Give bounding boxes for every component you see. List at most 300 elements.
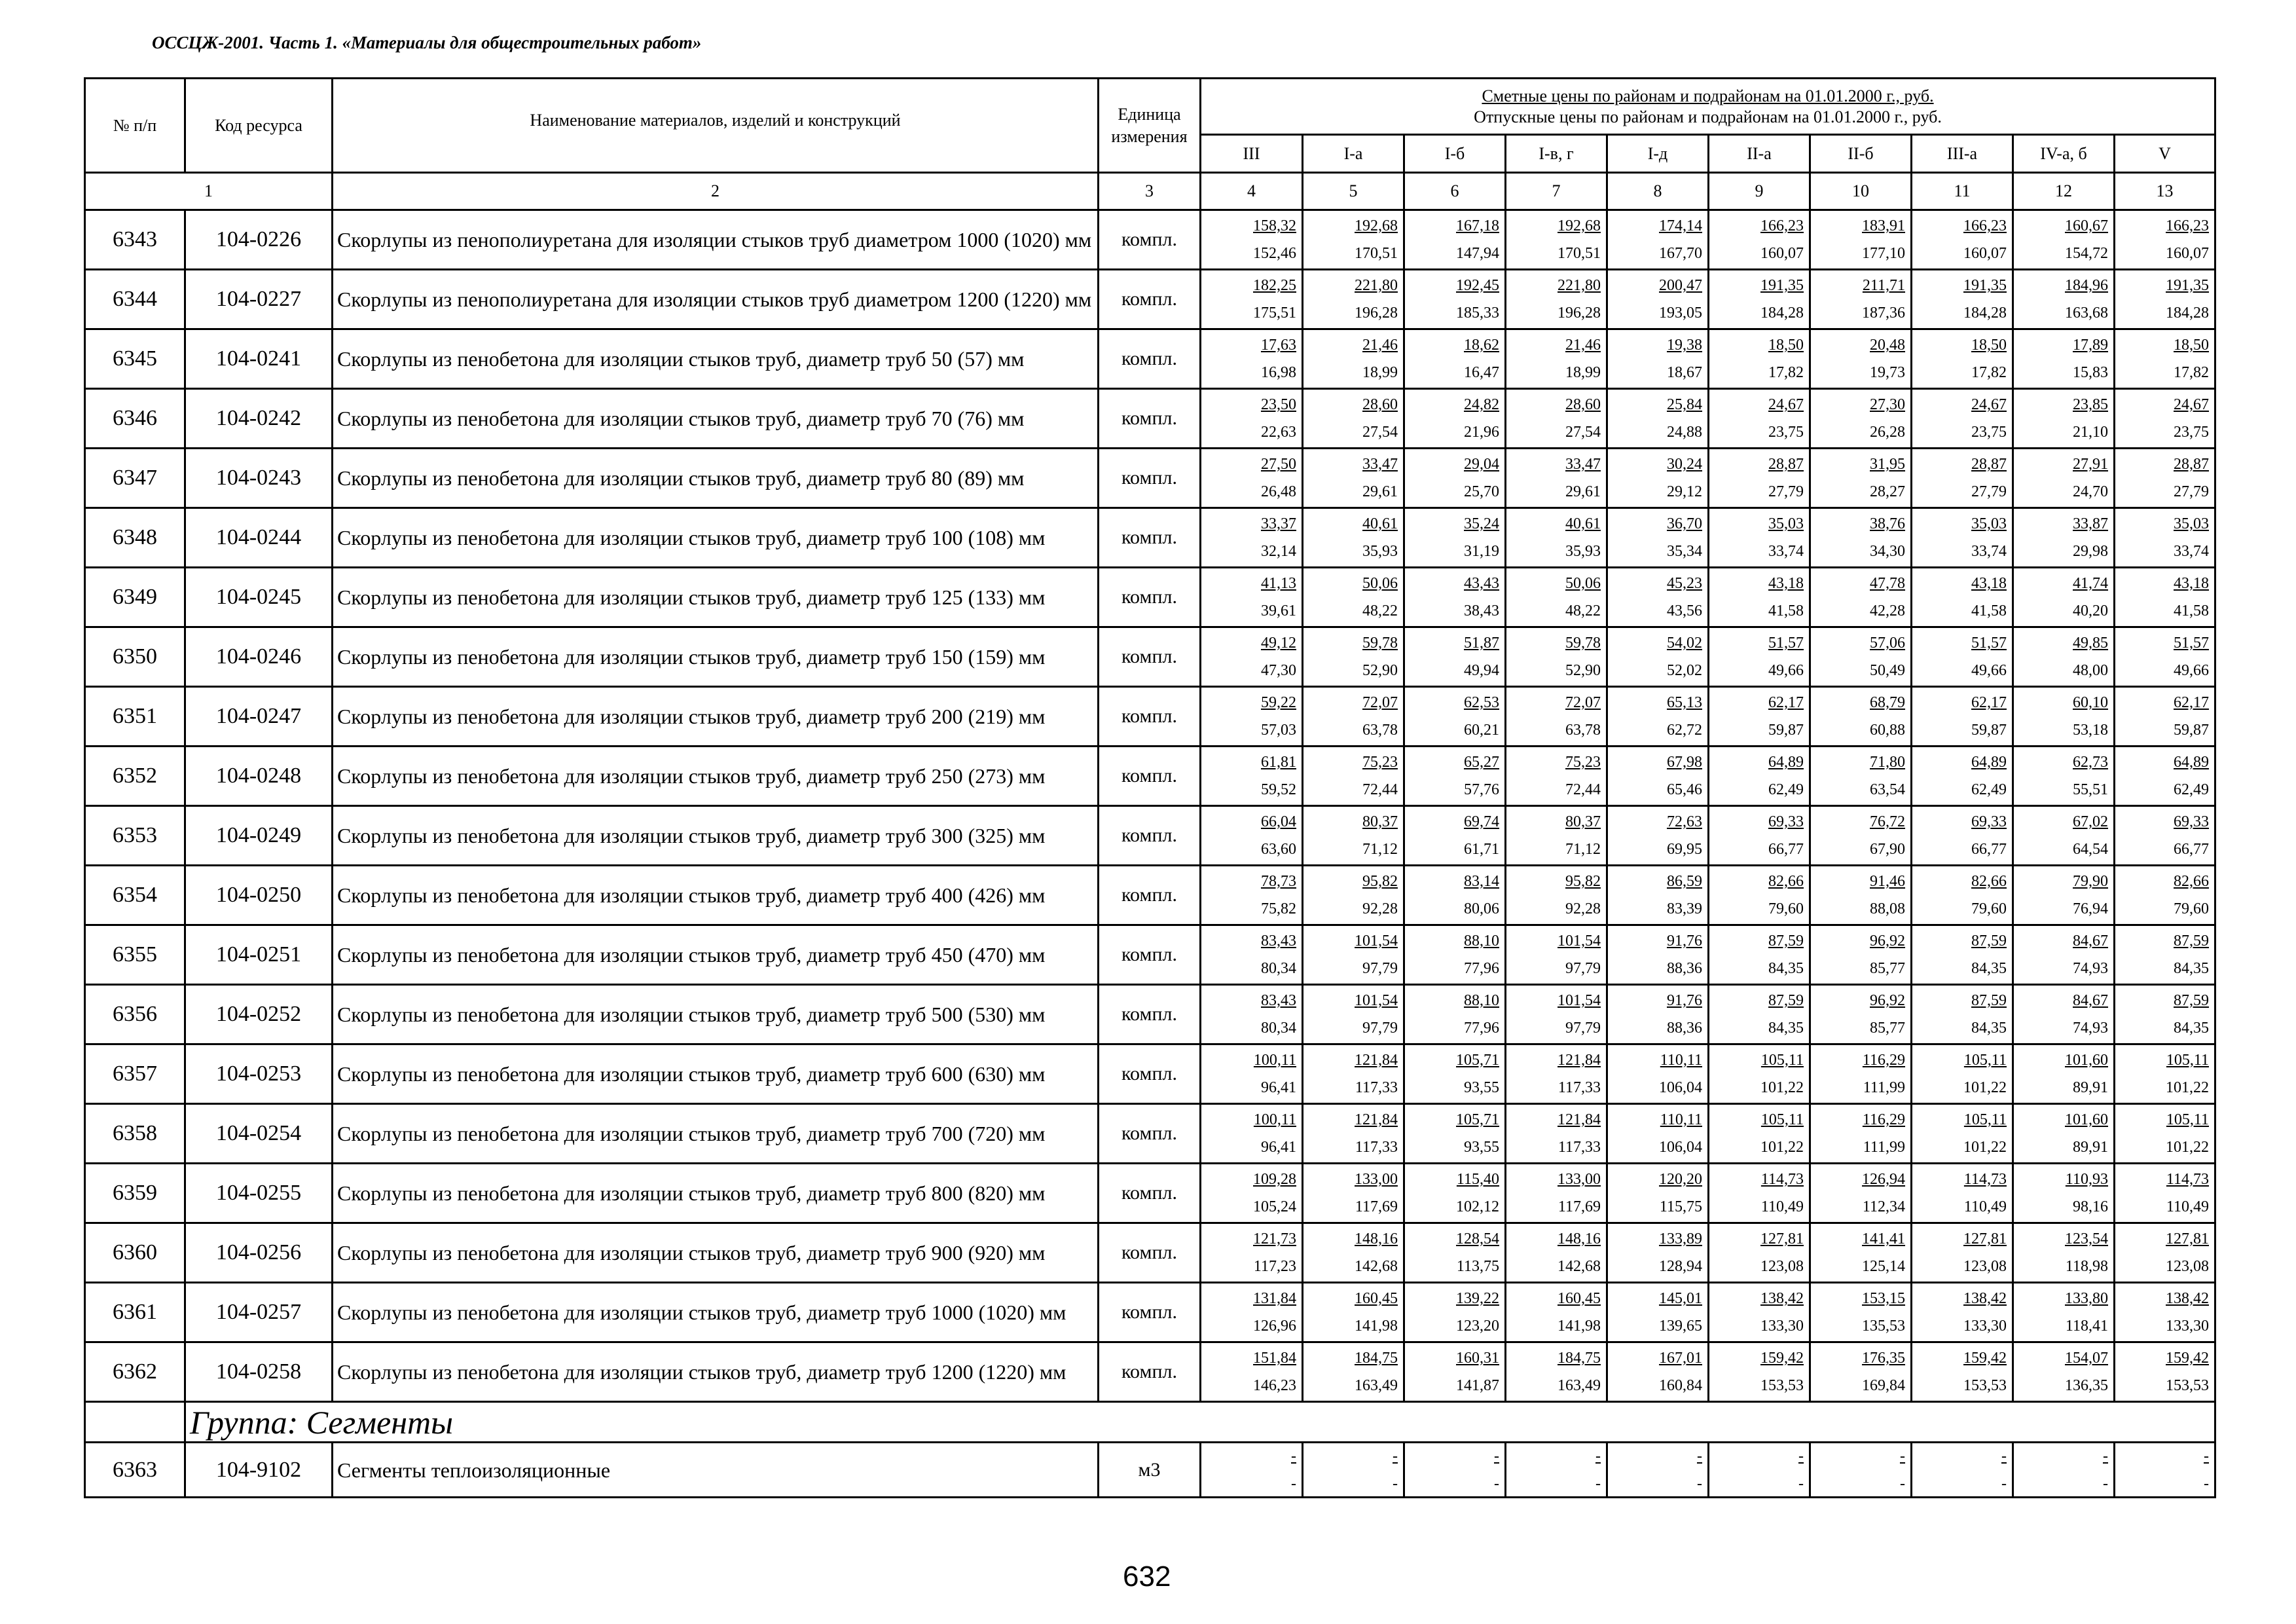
- release-price: 27,54: [1565, 424, 1601, 441]
- price-cell: [1201, 270, 1303, 329]
- release-price: 23,75: [1768, 424, 1804, 441]
- price-cell: [1810, 925, 1912, 985]
- row-number: 6348: [85, 508, 185, 568]
- release-price: 59,87: [1971, 722, 2007, 739]
- material-name: Скорлупы из пенобетона для изоляции стыков труб, диаметр труб 80 (89) мм: [333, 449, 1099, 508]
- price-cell: [1709, 1283, 1810, 1342]
- release-price: 85,77: [1870, 960, 1905, 977]
- price-cell: [1709, 568, 1810, 627]
- resource-code: 104-0245: [185, 568, 333, 627]
- price-cell: [1607, 508, 1709, 568]
- price-cell: [1201, 1283, 1303, 1342]
- release-price: 48,22: [1565, 602, 1601, 619]
- price-cell: [1303, 1283, 1404, 1342]
- estimate-price: 75,23: [1565, 754, 1601, 771]
- price-cell: [1303, 985, 1404, 1044]
- estimate-price: 166,23: [1760, 217, 1804, 234]
- resource-code: 104-9102: [185, 1443, 333, 1498]
- price-cell: [1607, 806, 1709, 866]
- row-number: 6362: [85, 1342, 185, 1402]
- price-cell: [1404, 1443, 1506, 1498]
- price-cell: [2115, 508, 2215, 568]
- estimate-price: 127,81: [1963, 1230, 2007, 1247]
- unit-cell: компл.: [1099, 687, 1201, 747]
- price-cell: [1303, 210, 1404, 270]
- price-cell: [2013, 1044, 2115, 1104]
- estimate-price: 59,78: [1565, 635, 1601, 652]
- estimate-price: 28,87: [1971, 456, 2007, 473]
- estimate-price: 31,95: [1870, 456, 1905, 473]
- column-number: 12: [2013, 173, 2115, 210]
- release-price: 65,46: [1667, 781, 1702, 798]
- unit-cell: компл.: [1099, 1223, 1201, 1283]
- release-price: -: [1798, 1475, 1804, 1492]
- table-row: [85, 985, 2215, 1044]
- release-price: 41,58: [2174, 602, 2210, 619]
- release-price: 34,30: [1870, 543, 1905, 560]
- price-cell: [1404, 1104, 1506, 1164]
- unit-cell: компл.: [1099, 1044, 1201, 1104]
- estimate-price: 69,33: [1971, 813, 2007, 830]
- price-cell: [1709, 389, 1810, 449]
- price-cell: [2115, 1223, 2215, 1283]
- release-price: 167,70: [1659, 245, 1702, 262]
- price-cell: [1404, 1223, 1506, 1283]
- price-cell: [1303, 806, 1404, 866]
- estimate-price: 105,11: [1963, 1052, 2007, 1069]
- release-price: 97,79: [1565, 960, 1601, 977]
- price-cell: [2013, 449, 2115, 508]
- estimate-price: 109,28: [1253, 1171, 1296, 1188]
- release-price: 47,30: [1261, 662, 1296, 679]
- estimate-price: 91,46: [1870, 873, 1905, 890]
- price-cell: [1303, 1223, 1404, 1283]
- release-price: 152,46: [1253, 245, 1296, 262]
- release-price: 133,30: [1760, 1318, 1804, 1335]
- price-cell: [1201, 1104, 1303, 1164]
- price-cell: [1506, 449, 1607, 508]
- price-cell: [1709, 747, 1810, 806]
- release-price: 128,94: [1659, 1258, 1702, 1275]
- estimate-price: 166,23: [2166, 217, 2210, 234]
- table-row: [85, 1044, 2215, 1104]
- release-price: 106,04: [1659, 1139, 1702, 1156]
- estimate-price: 123,54: [2065, 1230, 2108, 1247]
- estimate-price: 80,37: [1565, 813, 1601, 830]
- price-cell: [1303, 1044, 1404, 1104]
- column-number: 13: [2115, 173, 2215, 210]
- price-cell: [1912, 389, 2013, 449]
- column-number: 3: [1099, 173, 1201, 210]
- price-cell: [2115, 1443, 2215, 1498]
- resource-code: 104-0256: [185, 1223, 333, 1283]
- price-cell: [1404, 329, 1506, 389]
- estimate-price: 100,11: [1253, 1052, 1296, 1069]
- price-cell: [1201, 627, 1303, 687]
- price-cell: [1303, 747, 1404, 806]
- estimate-price: 21,46: [1565, 337, 1601, 354]
- estimate-price: 71,80: [1870, 754, 1905, 771]
- price-cell: [1506, 866, 1607, 925]
- table-row: [85, 210, 2215, 270]
- price-cell: [1810, 866, 1912, 925]
- estimate-price: 25,84: [1667, 396, 1702, 413]
- unit-cell: компл.: [1099, 1104, 1201, 1164]
- estimate-price: 88,10: [1464, 992, 1499, 1009]
- material-name: Скорлупы из пенобетона для изоляции стыков труб, диаметр труб 150 (159) мм: [333, 627, 1099, 687]
- row-number: 6349: [85, 568, 185, 627]
- price-cell: [2115, 1044, 2215, 1104]
- material-name: Скорлупы из пенобетона для изоляции стыков труб, диаметр труб 200 (219) мм: [333, 687, 1099, 747]
- release-price: 21,10: [2073, 424, 2108, 441]
- release-price: 193,05: [1659, 304, 1702, 322]
- release-price: 52,90: [1565, 662, 1601, 679]
- price-cell: [1506, 925, 1607, 985]
- release-price: 84,35: [1971, 960, 2007, 977]
- price-cell: [1810, 1104, 1912, 1164]
- price-cell: [2013, 568, 2115, 627]
- price-cell: [1709, 1223, 1810, 1283]
- price-cell: [1404, 866, 1506, 925]
- release-price: 69,95: [1667, 841, 1702, 858]
- release-price: 67,90: [1870, 841, 1905, 858]
- price-cell: [1404, 1044, 1506, 1104]
- estimate-price: 160,45: [1558, 1290, 1601, 1307]
- row-number: 6360: [85, 1223, 185, 1283]
- estimate-price: 138,42: [1963, 1290, 2007, 1307]
- estimate-price: 87,59: [1768, 992, 1804, 1009]
- table-row: [85, 925, 2215, 985]
- price-cell: [2013, 1104, 2115, 1164]
- group-row-no-cell: [85, 1402, 185, 1443]
- release-price: -: [2204, 1475, 2210, 1492]
- price-cell: [2115, 866, 2215, 925]
- release-price: 84,35: [1768, 960, 1804, 977]
- price-cell: [1506, 389, 1607, 449]
- release-price: 97,79: [1362, 1020, 1398, 1037]
- estimate-price: 61,81: [1261, 754, 1296, 771]
- price-cell: [1506, 329, 1607, 389]
- price-cell: [1810, 1342, 1912, 1402]
- estimate-price: 101,60: [2065, 1052, 2108, 1069]
- release-price: 16,98: [1261, 364, 1296, 381]
- release-price: 136,35: [2065, 1377, 2108, 1394]
- price-cell: [1709, 508, 1810, 568]
- column-number: 9: [1709, 173, 1810, 210]
- price-cell: [2013, 1223, 2115, 1283]
- estimate-price: 121,73: [1253, 1230, 1296, 1247]
- material-name: Скорлупы из пенобетона для изоляции стыков труб, диаметр труб 300 (325) мм: [333, 806, 1099, 866]
- table-row: [85, 747, 2215, 806]
- price-table: [84, 77, 2216, 1498]
- release-price: 29,98: [2073, 543, 2108, 560]
- table-row: [85, 1223, 2215, 1283]
- release-price: 163,49: [1355, 1377, 1398, 1394]
- table-row: [85, 329, 2215, 389]
- release-price: 29,61: [1565, 483, 1601, 500]
- release-price: 49,66: [1971, 662, 2007, 679]
- release-price: 110,49: [1963, 1198, 2007, 1215]
- release-price: 142,68: [1355, 1258, 1398, 1275]
- release-price: 17,82: [2174, 364, 2210, 381]
- price-cell: [1506, 1283, 1607, 1342]
- estimate-price: 64,89: [1971, 754, 2007, 771]
- estimate-price: 51,57: [1971, 635, 2007, 652]
- price-cell: [1607, 687, 1709, 747]
- estimate-price: 221,80: [1355, 277, 1398, 294]
- estimate-price: 67,98: [1667, 754, 1702, 771]
- release-price: 62,49: [1971, 781, 2007, 798]
- price-cell: [2013, 687, 2115, 747]
- release-price: 112,34: [1862, 1198, 1905, 1215]
- price-cell: [1709, 687, 1810, 747]
- estimate-price: -: [1697, 1447, 1702, 1465]
- estimate-price: 65,13: [1667, 694, 1702, 711]
- estimate-price: 114,73: [1760, 1171, 1804, 1188]
- estimate-price: 192,68: [1355, 217, 1398, 234]
- price-cell: [2013, 389, 2115, 449]
- price-cell: [2013, 329, 2115, 389]
- material-name: Скорлупы из пенобетона для изоляции стыков труб, диаметр труб 900 (920) мм: [333, 1223, 1099, 1283]
- price-cell: [2013, 747, 2115, 806]
- release-price: 84,35: [1971, 1020, 2007, 1037]
- release-price: 62,72: [1667, 722, 1702, 739]
- estimate-price: 87,59: [1768, 932, 1804, 950]
- release-price: 123,08: [2166, 1258, 2210, 1275]
- price-cell: [1506, 1104, 1607, 1164]
- price-cell: [2013, 925, 2115, 985]
- col-header-code: Код ресурса: [185, 79, 333, 173]
- estimate-price: 158,32: [1253, 217, 1296, 234]
- release-price: 79,60: [2174, 900, 2210, 917]
- material-name: Скорлупы из пенобетона для изоляции стыков труб, диаметр труб 1200 (1220) мм: [333, 1342, 1099, 1402]
- release-price: 117,69: [1355, 1198, 1398, 1215]
- release-price: 60,88: [1870, 722, 1905, 739]
- release-price: 35,93: [1565, 543, 1601, 560]
- material-name: Скорлупы из пенополиуретана для изоляции стыков труб диаметром 1000 (1020) мм: [333, 210, 1099, 270]
- release-price: 59,87: [1768, 722, 1804, 739]
- release-price: -: [1595, 1475, 1601, 1492]
- release-price: 147,94: [1456, 245, 1499, 262]
- price-cell: [1303, 568, 1404, 627]
- release-price: -: [1393, 1475, 1398, 1492]
- price-cell: [1912, 866, 2013, 925]
- material-name: Скорлупы из пенобетона для изоляции стыков труб, диаметр труб 450 (470) мм: [333, 925, 1099, 985]
- release-price: 18,67: [1667, 364, 1702, 381]
- unit-cell: компл.: [1099, 806, 1201, 866]
- estimate-price: 191,35: [2166, 277, 2210, 294]
- release-price: 75,82: [1261, 900, 1296, 917]
- estimate-price: 28,87: [1768, 456, 1804, 473]
- release-price: 35,93: [1362, 543, 1398, 560]
- release-price: 85,77: [1870, 1020, 1905, 1037]
- estimate-price: 65,27: [1464, 754, 1499, 771]
- material-name: Скорлупы из пенобетона для изоляции стыков труб, диаметр труб 1000 (1020) мм: [333, 1283, 1099, 1342]
- release-price: 57,03: [1261, 722, 1296, 739]
- price-cell: [1810, 1223, 1912, 1283]
- price-cell: [1709, 1443, 1810, 1498]
- estimate-price: 82,66: [1768, 873, 1804, 890]
- price-cell: [1303, 925, 1404, 985]
- table-row: [85, 1342, 2215, 1402]
- estimate-price: 60,10: [2073, 694, 2108, 711]
- estimate-price: 184,75: [1355, 1350, 1398, 1367]
- resource-code: 104-0250: [185, 866, 333, 925]
- row-number: 6357: [85, 1044, 185, 1104]
- release-price: 117,33: [1558, 1139, 1601, 1156]
- price-cell: [1607, 449, 1709, 508]
- release-price: 93,55: [1464, 1139, 1499, 1156]
- release-price: 79,60: [1768, 900, 1804, 917]
- estimate-price: 138,42: [2166, 1290, 2210, 1307]
- release-price: 27,54: [1362, 424, 1398, 441]
- price-cell: [1303, 1443, 1404, 1498]
- table-row: [85, 1104, 2215, 1164]
- unit-cell: компл.: [1099, 270, 1201, 329]
- price-cell: [1607, 925, 1709, 985]
- release-price: 84,35: [2174, 960, 2210, 977]
- release-price: -: [1291, 1475, 1296, 1492]
- estimate-price: -: [1393, 1447, 1398, 1465]
- release-price: 153,53: [1963, 1377, 2007, 1394]
- release-price: 15,83: [2073, 364, 2108, 381]
- estimate-price: 116,29: [1862, 1052, 1905, 1069]
- row-number: 6358: [85, 1104, 185, 1164]
- price-cell: [1810, 1443, 1912, 1498]
- table-header: [85, 79, 2215, 210]
- price-cell: [1709, 329, 1810, 389]
- price-cell: [1810, 687, 1912, 747]
- estimate-price: 154,07: [2065, 1350, 2108, 1367]
- release-price: 160,07: [2166, 245, 2210, 262]
- release-price: 101,22: [1760, 1079, 1804, 1096]
- estimate-price: 166,23: [1963, 217, 2007, 234]
- estimate-price: 72,07: [1362, 694, 1398, 711]
- release-price: 72,44: [1565, 781, 1601, 798]
- price-cell: [1810, 270, 1912, 329]
- release-price: 19,73: [1870, 364, 1905, 381]
- release-price: 63,78: [1362, 722, 1398, 739]
- price-cell: [1201, 1164, 1303, 1223]
- material-name: Скорлупы из пенобетона для изоляции стыков труб, диаметр труб 250 (273) мм: [333, 747, 1099, 806]
- price-cell: [1912, 747, 2013, 806]
- unit-cell: компл.: [1099, 925, 1201, 985]
- region-header: III-а: [1912, 135, 2013, 173]
- estimate-price: 105,11: [1760, 1052, 1804, 1069]
- column-number: 8: [1607, 173, 1709, 210]
- estimate-price: 95,82: [1362, 873, 1398, 890]
- price-cell: [2115, 329, 2215, 389]
- release-price: 72,44: [1362, 781, 1398, 798]
- release-price: 23,75: [1971, 424, 2007, 441]
- release-price: 66,77: [1971, 841, 2007, 858]
- table-row: [85, 806, 2215, 866]
- price-cell: [1201, 925, 1303, 985]
- price-cell: [1201, 1342, 1303, 1402]
- price-cell: [1201, 329, 1303, 389]
- release-price: 88,36: [1667, 1020, 1702, 1037]
- release-price: 18,99: [1362, 364, 1398, 381]
- row-number: 6344: [85, 270, 185, 329]
- estimate-price: 86,59: [1667, 873, 1702, 890]
- release-price: -: [2103, 1475, 2108, 1492]
- price-cell: [1912, 806, 2013, 866]
- release-price: 42,28: [1870, 602, 1905, 619]
- price-cell: [1404, 1164, 1506, 1223]
- estimate-price: 33,37: [1261, 515, 1296, 532]
- release-price: 27,79: [2174, 483, 2210, 500]
- row-number: 6356: [85, 985, 185, 1044]
- release-price: 29,12: [1667, 483, 1702, 500]
- release-price: 160,07: [1963, 245, 2007, 262]
- material-name: Скорлупы из пенополиуретана для изоляции стыков труб диаметром 1200 (1220) мм: [333, 270, 1099, 329]
- row-number: 6351: [85, 687, 185, 747]
- resource-code: 104-0258: [185, 1342, 333, 1402]
- resource-code: 104-0251: [185, 925, 333, 985]
- estimate-price: 83,43: [1261, 992, 1296, 1009]
- price-cell: [1201, 210, 1303, 270]
- release-price: 61,71: [1464, 841, 1499, 858]
- estimate-price: 184,75: [1558, 1350, 1601, 1367]
- release-price: 59,52: [1261, 781, 1296, 798]
- estimate-price: 24,67: [1971, 396, 2007, 413]
- row-number: 6354: [85, 866, 185, 925]
- price-cell: [1810, 806, 1912, 866]
- price-cell: [1810, 1164, 1912, 1223]
- release-price: 139,65: [1659, 1318, 1702, 1335]
- release-price: 196,28: [1355, 304, 1398, 322]
- price-cell: [1912, 1104, 2013, 1164]
- release-price: 92,28: [1362, 900, 1398, 917]
- table-row: [85, 270, 2215, 329]
- estimate-price: 72,07: [1565, 694, 1601, 711]
- price-cell: [1912, 627, 2013, 687]
- release-price: 74,93: [2073, 960, 2108, 977]
- price-cell: [1810, 747, 1912, 806]
- resource-code: 104-0257: [185, 1283, 333, 1342]
- estimate-price: 148,16: [1355, 1230, 1398, 1247]
- release-price: 184,28: [1760, 304, 1804, 322]
- estimate-price: 87,59: [1971, 932, 2007, 950]
- unit-cell: компл.: [1099, 508, 1201, 568]
- release-price: 106,04: [1659, 1079, 1702, 1096]
- release-price: 185,33: [1456, 304, 1499, 322]
- release-price: 52,90: [1362, 662, 1398, 679]
- release-price: 118,98: [2065, 1258, 2108, 1275]
- price-cell: [1404, 389, 1506, 449]
- estimate-price: 153,15: [1862, 1290, 1905, 1307]
- row-number: 6346: [85, 389, 185, 449]
- price-cell: [1404, 508, 1506, 568]
- estimate-price: 105,11: [2166, 1111, 2210, 1128]
- estimate-price: 78,73: [1261, 873, 1296, 890]
- price-cell: [2115, 1283, 2215, 1342]
- release-price: 26,28: [1870, 424, 1905, 441]
- release-price: 115,75: [1659, 1198, 1702, 1215]
- price-cell: [2115, 1104, 2215, 1164]
- price-cell: [1912, 985, 2013, 1044]
- price-cell: [1506, 1164, 1607, 1223]
- release-price: 110,49: [2166, 1198, 2210, 1215]
- price-cell: [1404, 568, 1506, 627]
- region-header: I-а: [1303, 135, 1404, 173]
- release-price: 169,84: [1862, 1377, 1905, 1394]
- release-price: 38,43: [1464, 602, 1499, 619]
- estimate-price: 176,35: [1862, 1350, 1905, 1367]
- release-price: 89,91: [2073, 1139, 2108, 1156]
- price-cell: [1709, 1104, 1810, 1164]
- row-number: 6343: [85, 210, 185, 270]
